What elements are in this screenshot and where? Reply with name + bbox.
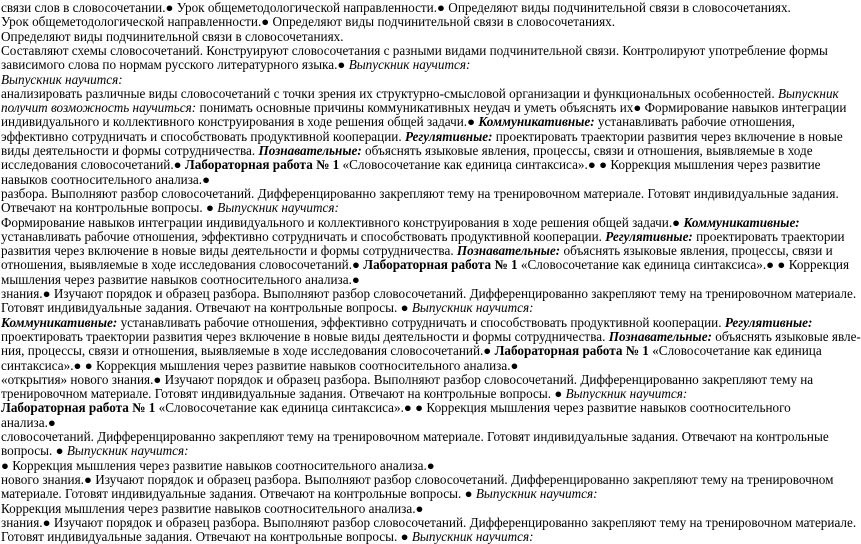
text-line: [1, 272, 814, 287]
text-segment: Лабораторная работа № 1: [363, 257, 518, 273]
text-segment: тренировочном материале. Готовят индивидуальные задания. Отвечают на контрольные вопросы. ●: [1, 386, 566, 402]
text-segment: Выпускник научится:: [1, 71, 123, 87]
text-line: [1, 471, 834, 487]
text-line: [1, 57, 814, 72]
text-line: [1, 200, 814, 215]
text-segment: связи слов в словосочетании.● Урок общеметодологической направленности.● Определяют виды подчинительной связи в словосочетаниях.: [1, 0, 791, 15]
text-segment: Регулятивные:: [404, 128, 493, 144]
text-segment: проектировать траектории развития через включение в новые виды деятельности и формы сотрудничества.: [1, 328, 609, 344]
text-segment: зависимого слова по нормам русского литературного языка.●: [1, 57, 349, 73]
text-line: [1, 529, 814, 544]
text-segment: объяснять языковые явления, процессы, связи и отношения, выявляемые в ходе: [361, 143, 813, 158]
text-segment: мышления через развитие навыков соотносительного анализа.●: [1, 271, 360, 287]
text-line: [1, 415, 814, 430]
text-segment: Лабораторная работа № 1: [184, 157, 340, 173]
text-line: [1, 328, 861, 344]
text-line: [1, 257, 850, 273]
text-line: [1, 358, 814, 373]
text-segment: Выпускник научится:: [217, 200, 339, 216]
text-segment: проектировать траектории: [692, 228, 845, 244]
text-segment: словосочетаний. Дифференцированно закрепляют тему на тренировочном материале. Готовят индивидуальные задания. Отвечают на контрольные: [1, 429, 829, 444]
text-segment: ния, процессы, связи и отношения, выявляемые в ходе исследования словосочетаний.●: [1, 343, 495, 359]
text-line: [1, 429, 829, 444]
text-line: [1, 157, 821, 173]
text-segment: эффективно сотрудничать и способствовать продуктивной кооперации.: [1, 128, 405, 144]
text-segment: нового знания.● Изучают порядок и образец разбора. Выполняют разбор словосочетаний. Дифференцированно закрепляют тему на тренировочном: [1, 471, 834, 487]
text-line: [1, 228, 845, 244]
text-segment: Выпускник научится:: [348, 57, 471, 73]
text-segment: Составляют схемы словосочетаний. Конструируют словосочетания с разными видами подчинительной связи. Контролируют употребление формы: [1, 42, 828, 58]
text-segment: Формирование навыков интеграции индивидуального и коллективного конструирования в ходе решения общей задачи.●: [1, 214, 684, 230]
text-segment: виды деятельности и формы сотрудничества.: [1, 143, 259, 158]
text-line: [1, 300, 814, 315]
text-segment: ● Коррекция мышления через развитие навыков соотносительного анализа.●: [1, 457, 435, 473]
text-segment: анализа.●: [1, 414, 56, 430]
text-segment: Коммуникативные:: [478, 114, 595, 130]
text-line: [1, 372, 814, 387]
text-line: [1, 243, 833, 259]
text-segment: устанавливать рабочие отношения, эффективно сотрудничать и способствовать продуктивной кооперации.: [1, 228, 606, 244]
text-segment: Отвечают на контрольные вопросы. ●: [1, 200, 218, 216]
text-segment: знания.● Изучают порядок и образец разбора. Выполняют разбор словосочетаний. Дифференцированно закрепляют тему на тренировочном материале.: [1, 286, 857, 301]
text-segment: Готовят индивидуальные задания. Отвечают на контрольные вопросы. ●: [1, 529, 412, 544]
text-line: [1, 114, 814, 129]
text-line: [1, 215, 814, 230]
text-segment: «открытия» нового знания.● Изучают порядок и образец разбора. Выполняют разбор словосочетаний. Дифференцированно закрепляют тему на: [1, 371, 814, 387]
text-segment: проектировать траектории развития через включение в новые: [492, 128, 843, 144]
text-segment: устанавливать рабочие отношения,: [594, 114, 795, 130]
text-segment: Коммуникативные:: [683, 214, 800, 230]
text-segment: устанавливать рабочие отношения, эффективно сотрудничать и способствовать продуктивной кооперации.: [117, 314, 725, 330]
text-line: [1, 514, 857, 530]
text-segment: Коммуникативные:: [1, 314, 118, 330]
text-line: [1, 185, 839, 201]
text-segment: получит возможность научиться:: [1, 100, 197, 116]
text-line: [1, 286, 857, 301]
text-line: [1, 128, 843, 144]
text-line: [1, 42, 828, 58]
text-segment: навыков соотносительного анализа.●: [1, 171, 211, 187]
text-segment: Выпускник научится:: [565, 386, 688, 402]
text-line: [1, 172, 814, 187]
text-segment: «Словосочетание как единица синтаксиса».● ● Коррекция мышления через развитие: [339, 157, 821, 173]
text-segment: Выпускник научится:: [66, 443, 189, 459]
text-line: [1, 400, 814, 415]
text-line: [1, 143, 814, 158]
text-segment: Выпускник научится:: [475, 486, 598, 502]
text-segment: Выпускник научится:: [411, 300, 534, 316]
text-line: [1, 100, 847, 116]
text-line: [1, 486, 814, 501]
text-segment: Познавательные:: [258, 143, 362, 158]
text-segment: разбора. Выполняют разбор словосочетаний. Дифференцированно закрепляют тему на тренировочном материале. Готовят индивидуальные задания.: [1, 185, 839, 201]
text-segment: Регулятивные:: [605, 228, 693, 244]
text-segment: «Словосочетание как единица: [648, 343, 822, 359]
text-line: [1, 315, 814, 330]
text-segment: Коррекция мышления через развитие навыков соотносительного анализа.●: [1, 500, 424, 516]
text-segment: исследования словосочетаний.●: [1, 157, 185, 173]
text-line: [1, 72, 814, 87]
text-segment: объяснять языковые явления, процессы, связи и: [560, 243, 833, 259]
text-segment: Готовят индивидуальные задания. Отвечают на контрольные вопросы. ●: [1, 300, 412, 316]
text-segment: Познавательные:: [456, 243, 561, 259]
text-segment: Выпускник: [777, 85, 839, 101]
text-line: [1, 85, 839, 101]
text-line: [1, 14, 814, 29]
text-line: [1, 0, 814, 15]
text-segment: отношения, выявляемые в ходе исследования словосочетаний.●: [1, 257, 364, 273]
text-segment: вопросы. ●: [1, 443, 67, 459]
text-segment: Лабораторная работа № 1: [494, 343, 649, 359]
text-segment: «Словосочетание как единица синтаксиса».● ● Коррекция мышления через развитие навыков соотносительного: [155, 400, 791, 416]
text-line: [1, 386, 814, 401]
text-segment: развития через включение в новые виды деятельности и формы сотрудничества.: [1, 243, 457, 259]
text-segment: анализировать различные виды словосочетаний с точки зрения их структурно-смысловой организации и функциональных особенностей.: [1, 85, 778, 101]
text-line: [1, 501, 814, 516]
text-segment: знания.● Изучают порядок и образец разбора. Выполняют разбор словосочетаний. Дифференцированно закрепляют тему на тренировочном материале.: [1, 514, 857, 530]
text-segment: Урок общеметодологической направленности.● Определяют виды подчинительной связи в словосочетаниях.: [1, 14, 616, 30]
text-line: [1, 458, 814, 473]
text-line: [1, 443, 814, 458]
text-segment: «Словосочетание как единица синтаксиса».● ● Коррекция: [517, 257, 850, 273]
text-segment: Лабораторная работа № 1: [1, 400, 156, 416]
text-line: [1, 29, 814, 44]
text-segment: Выпускник научится:: [411, 529, 534, 544]
text-segment: понимать основные причины коммуникативных неудач и уметь объяснять их● Формирование навыков интеграции: [196, 100, 847, 116]
text-segment: материале. Готовят индивидуальные задания. Отвечают на контрольные вопросы. ●: [1, 486, 476, 502]
text-segment: объяснять языковые явле-: [711, 328, 861, 344]
text-segment: Регулятивные:: [724, 314, 813, 330]
text-line: [1, 343, 822, 359]
text-segment: индивидуального и коллективного конструирования в ходе решения общей задачи.●: [1, 114, 479, 130]
text-segment: Познавательные:: [608, 328, 712, 344]
text-segment: Определяют виды подчинительной связи в словосочетаниях.: [1, 28, 344, 44]
text-segment: синтаксиса».● ● Коррекция мышления через развитие навыков соотносительного анализа.●: [1, 357, 519, 373]
